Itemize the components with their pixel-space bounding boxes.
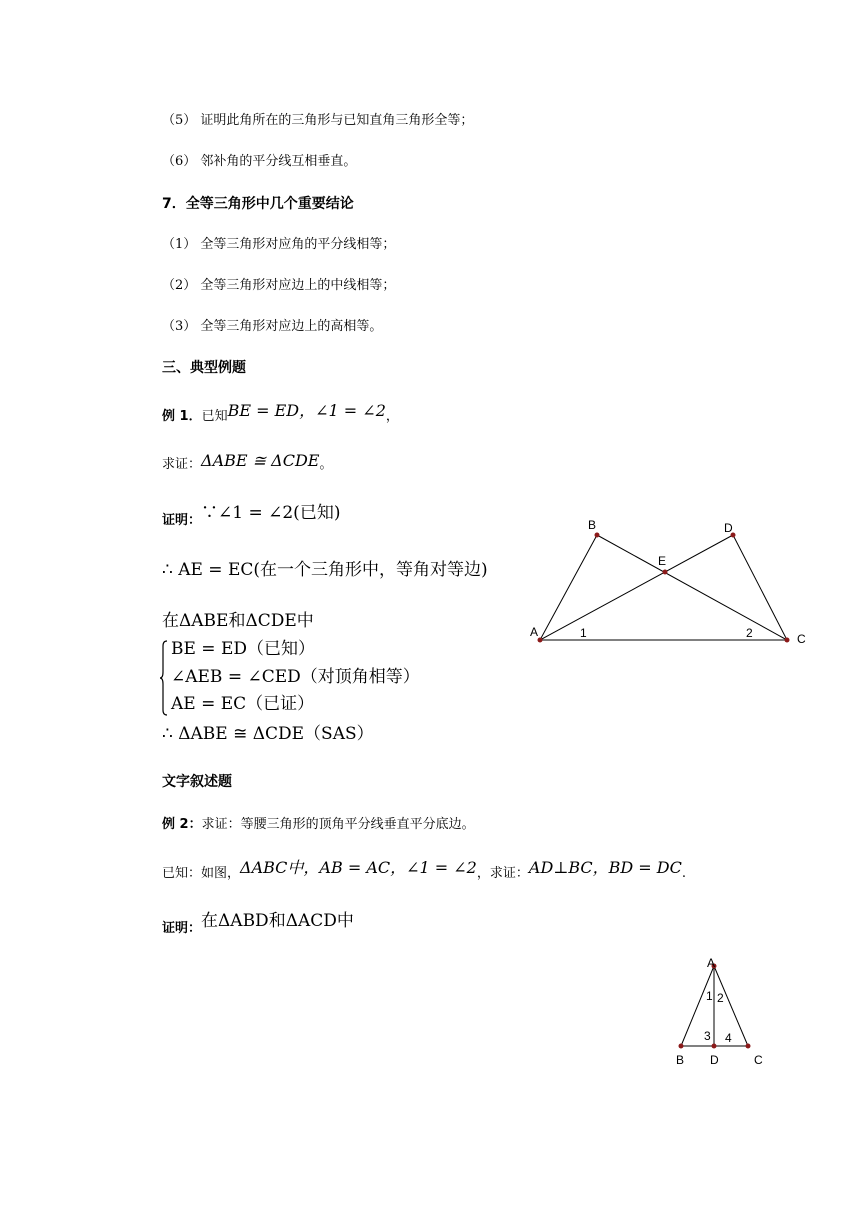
section-3-title: 三、典型例题 xyxy=(162,360,246,376)
section-7-item-1 xyxy=(162,236,395,254)
ex2-statement-line xyxy=(162,815,475,834)
angle-label-2: 2 xyxy=(717,991,724,1005)
label-d: D xyxy=(710,1053,719,1067)
label-a: A xyxy=(707,956,716,970)
section-7-item-2-num: （2） xyxy=(162,278,197,293)
ex1-prove-suffix: 。 xyxy=(319,457,333,472)
ex2-prove-math: AD⊥BC，BD = DC xyxy=(528,858,682,877)
ex1-prove-math: ΔABE ≅ ΔCDE xyxy=(201,451,320,470)
angle-label-1: 1 xyxy=(580,626,587,640)
section-7-item-1-text: 全等三角形对应角的平分线相等； xyxy=(200,237,396,252)
angle-label-3: 3 xyxy=(704,1029,711,1043)
section-7-item-2-text: 全等三角形对应边上的中线相等； xyxy=(200,278,396,293)
ex2-given-prefix: 已知：如图， xyxy=(162,866,241,881)
vertex-e-dot xyxy=(663,570,668,575)
ex1-given-prefix: 已知 xyxy=(201,409,228,424)
angle-label-1: 1 xyxy=(706,989,713,1003)
ex1-prove-prefix: 求证： xyxy=(162,457,202,472)
vertex-d-dot xyxy=(712,1044,717,1049)
section-7-item-3 xyxy=(162,318,382,336)
vertex-c-dot xyxy=(746,1044,751,1049)
label-d: D xyxy=(724,521,733,535)
label-e: E xyxy=(658,554,667,568)
label-b: B xyxy=(588,518,597,532)
ex2-prove-suffix: . xyxy=(681,866,686,881)
ex2-figure xyxy=(665,950,775,1070)
item-6-num: （6） xyxy=(162,154,197,169)
word-problems-title: 文字叙述题 xyxy=(162,774,232,790)
ex1-conclusion: ∴ ΔABE ≅ ΔCDE（SAS） xyxy=(162,724,374,744)
ex1-figure xyxy=(520,510,820,660)
item-5-text: 证明此角所在的三角形与已知直角三角形全等； xyxy=(200,113,474,128)
segment-dc xyxy=(733,535,787,640)
ex1-brace-line-1: BE = ED（已知） xyxy=(171,639,315,659)
ex1-given xyxy=(162,401,399,426)
section-7-item-3-num: （3） xyxy=(162,319,197,334)
ex2-label: 例 2： xyxy=(162,817,202,832)
vertex-b-dot xyxy=(679,1044,684,1049)
vertex-c-dot xyxy=(785,638,790,643)
ex2-proof-step-1 xyxy=(162,911,354,938)
ex2-statement: 求证：等腰三角形的顶角平分线垂直平分底边。 xyxy=(201,817,475,832)
ex1-step-2: ∴ AE = EC(在一个三角形中，等角对等边) xyxy=(162,560,488,580)
item-6 xyxy=(162,153,356,171)
ex1-step-1-text: ∵∠1 = ∠2(已知) xyxy=(201,503,341,523)
ex2-given-math: ΔABC中，AB = AC，∠1 = ∠2 xyxy=(240,858,477,877)
label-b: B xyxy=(676,1053,685,1067)
label-c: C xyxy=(797,632,806,646)
ex2-prove-prefix: ，求证： xyxy=(476,866,529,881)
vertex-b-dot xyxy=(595,533,600,538)
section-7-title: 7．全等三角形中几个重要结论 xyxy=(162,196,354,212)
ex2-proof-label: 证明： xyxy=(162,921,202,936)
ex1-brace-line-3: AE = EC（已证） xyxy=(171,694,315,714)
vertex-a-dot xyxy=(538,638,543,643)
segment-bc xyxy=(597,535,787,640)
ex2-step-1-text: 在ΔABD和ΔACD中 xyxy=(201,911,354,931)
ex1-proof-step-1 xyxy=(162,503,341,530)
item-5-num: （5） xyxy=(162,113,197,128)
ex1-given-math: BE = ED，∠1 = ∠2 xyxy=(227,401,386,420)
ex1-label: 例 1． xyxy=(162,409,202,424)
item-5 xyxy=(162,112,473,130)
ex1-prove xyxy=(162,451,333,474)
section-7-item-1-num: （1） xyxy=(162,237,197,252)
ex1-brace-line-2: ∠AEB = ∠CED（对顶角相等） xyxy=(171,667,420,687)
ex2-figure-lines xyxy=(681,966,748,1046)
section-7-item-3-text: 全等三角形对应边上的高相等。 xyxy=(200,319,383,334)
curly-brace xyxy=(160,640,168,716)
angle-label-2: 2 xyxy=(746,626,753,640)
ex1-given-suffix: ， xyxy=(385,409,399,424)
ex2-given xyxy=(162,858,686,883)
label-a: A xyxy=(530,625,539,639)
item-6-text: 邻补角的平分线互相垂直。 xyxy=(200,154,357,169)
label-c: C xyxy=(754,1053,763,1067)
ex1-figure-lines xyxy=(540,535,787,640)
angle-label-4: 4 xyxy=(725,1031,732,1045)
section-7-item-2 xyxy=(162,277,395,295)
ex1-step-3: 在ΔABE和ΔCDE中 xyxy=(162,611,314,631)
ex1-proof-label: 证明： xyxy=(162,513,202,528)
